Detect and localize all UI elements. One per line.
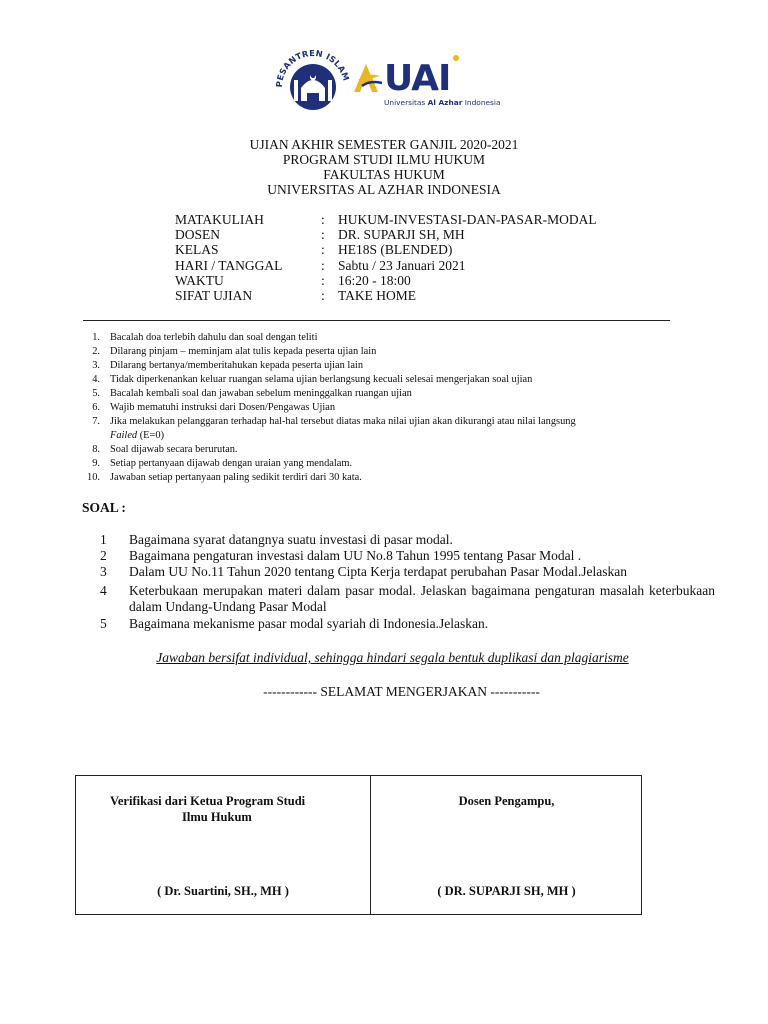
signature-cell-head-of-program: [76, 776, 370, 914]
rule-text-line1: Jika melakukan pelanggaran terhadap hal-hal tersebut diatas maka nilai ujian akan dikurangi atau nilai langsung: [110, 416, 576, 427]
study-program: PROGRAM STUDI ILMU HUKUM: [282, 152, 486, 167]
meta-value: 16:20 - 18:00: [338, 273, 411, 288]
meta-colon: :: [321, 288, 325, 303]
rule-text: Bacalah doa terlebih dahulu dan soal dengan teliti: [110, 332, 318, 343]
meta-value: HE18S (BLENDED): [338, 242, 453, 257]
rule-text: Soal dijawab secara berurutan.: [110, 444, 238, 455]
uai-subtitle-prefix: Universitas: [384, 98, 428, 107]
rule-text: Wajib mematuhi instruksi dari Dosen/Pengawas Ujian: [110, 402, 336, 413]
seal-arc-text: PESANTREN ISLAM: [273, 47, 352, 88]
signature-title-line1: Verifikasi dari Ketua Program Studi: [110, 794, 306, 808]
meta-colon: :: [321, 242, 325, 257]
question-text: Dalam UU No.11 Tahun 2020 tentang Cipta Kerja terdapat perubahan Pasar Modal.Jelaskan: [129, 564, 628, 579]
question-text: Bagaimana pengaturan investasi dalam UU No.8 Tahun 1995 tentang Pasar Modal .: [129, 548, 582, 563]
closing-greeting: ------------ SELAMAT MENGERJAKAN -----------: [263, 684, 540, 699]
question-number: 3: [100, 564, 107, 579]
rule-text-grade: (E=0): [137, 430, 165, 441]
rule-number: 1.: [92, 332, 100, 343]
rule-number: 2.: [92, 346, 100, 357]
rule-text: Bacalah kembali soal dan jawaban sebelum meninggalkan ruangan ujian: [110, 388, 412, 399]
signature-name: ( Dr. Suartini, SH., MH ): [157, 884, 289, 898]
uai-subtitle-suffix: Indonesia: [462, 98, 501, 107]
meta-colon: :: [321, 227, 325, 242]
rule-number: 8.: [92, 444, 100, 455]
meta-colon: :: [321, 273, 325, 288]
rule-text: Dilarang pinjam – meminjam alat tulis kepada peserta ujian lain: [110, 346, 377, 357]
meta-value: HUKUM-INVESTASI-DAN-PASAR-MODAL: [338, 212, 597, 227]
faculty: FAKULTAS HUKUM: [323, 167, 445, 182]
rule-number: 9.: [92, 458, 100, 469]
rule-text: [110, 415, 716, 443]
divider-line: [83, 320, 670, 321]
questions-heading: SOAL :: [82, 500, 126, 515]
rule-number: 4.: [92, 374, 100, 385]
rule-text: Tidak diperkenankan keluar ruangan selama ujian berlangsung kecuali selesai mengerjakan soal ujian: [110, 374, 533, 385]
uai-wordmark: UAI: [384, 58, 451, 99]
svg-text:Universitas Al Azhar Indonesia: [384, 98, 500, 107]
meta-label: SIFAT UJIAN: [175, 288, 253, 303]
meta-label: HARI / TANGGAL: [175, 258, 283, 273]
rule-number: 7.: [92, 416, 100, 427]
meta-colon: :: [321, 258, 325, 273]
signature-title: Dosen Pengampu,: [458, 794, 555, 808]
signature-title: [110, 793, 305, 825]
meta-label: DOSEN: [175, 227, 221, 242]
rule-text-failed: Failed: [110, 430, 138, 441]
signature-table: [75, 775, 642, 915]
meta-value: DR. SUPARJI SH, MH: [338, 227, 465, 242]
meta-label: WAKTU: [175, 273, 224, 288]
uai-subtitle-brand: Al Azhar: [427, 98, 463, 107]
signature-name: ( DR. SUPARJI SH, MH ): [437, 884, 576, 898]
uai-logo: [352, 50, 532, 110]
rule-number: 5.: [92, 388, 100, 399]
meta-colon: :: [321, 212, 325, 227]
signature-title-line2: Ilmu Hukum: [182, 810, 252, 824]
question-number: 2: [100, 548, 107, 563]
question-text: Bagaimana syarat datangnya suatu investasi di pasar modal.: [129, 532, 453, 547]
originality-note: Jawaban bersifat individual, sehingga hindari segala bentuk duplikasi dan plagiarisme: [156, 650, 629, 665]
signature-cell-lecturer: [371, 776, 642, 914]
question-number: 5: [100, 616, 107, 631]
rule-number: 10.: [87, 472, 100, 483]
meta-value: Sabtu / 23 Januari 2021: [338, 258, 466, 273]
meta-label: MATAKULIAH: [175, 212, 264, 227]
meta-value: TAKE HOME: [338, 288, 417, 303]
question-text: Keterbukaan merupakan materi dalam pasar modal. Jelaskan bagaimana pengaturan masalah keterbukaan dalam Undang-Undang Pasar Modal: [129, 583, 715, 614]
yayasan-al-azhar-seal-logo: [270, 44, 356, 130]
question-text: Bagaimana mekanisme pasar modal syariah di Indonesia.Jelaskan.: [129, 616, 489, 631]
question-number: 1: [100, 532, 107, 547]
rule-text: Jawaban setiap pertanyaan paling sedikit terdiri dari 30 kata.: [110, 472, 362, 483]
exam-title: UJIAN AKHIR SEMESTER GANJIL 2020-2021: [249, 137, 519, 152]
rule-number: 3.: [92, 360, 100, 371]
rule-text: Dilarang bertanya/memberitahukan kepada peserta ujian lain: [110, 360, 364, 371]
meta-label: KELAS: [175, 242, 219, 257]
question-number: 4: [100, 583, 107, 598]
university: UNIVERSITAS AL AZHAR INDONESIA: [267, 182, 501, 197]
rule-text: Setiap pertanyaan dijawab dengan uraian yang mendalam.: [110, 458, 353, 469]
rule-number: 6.: [92, 402, 100, 413]
